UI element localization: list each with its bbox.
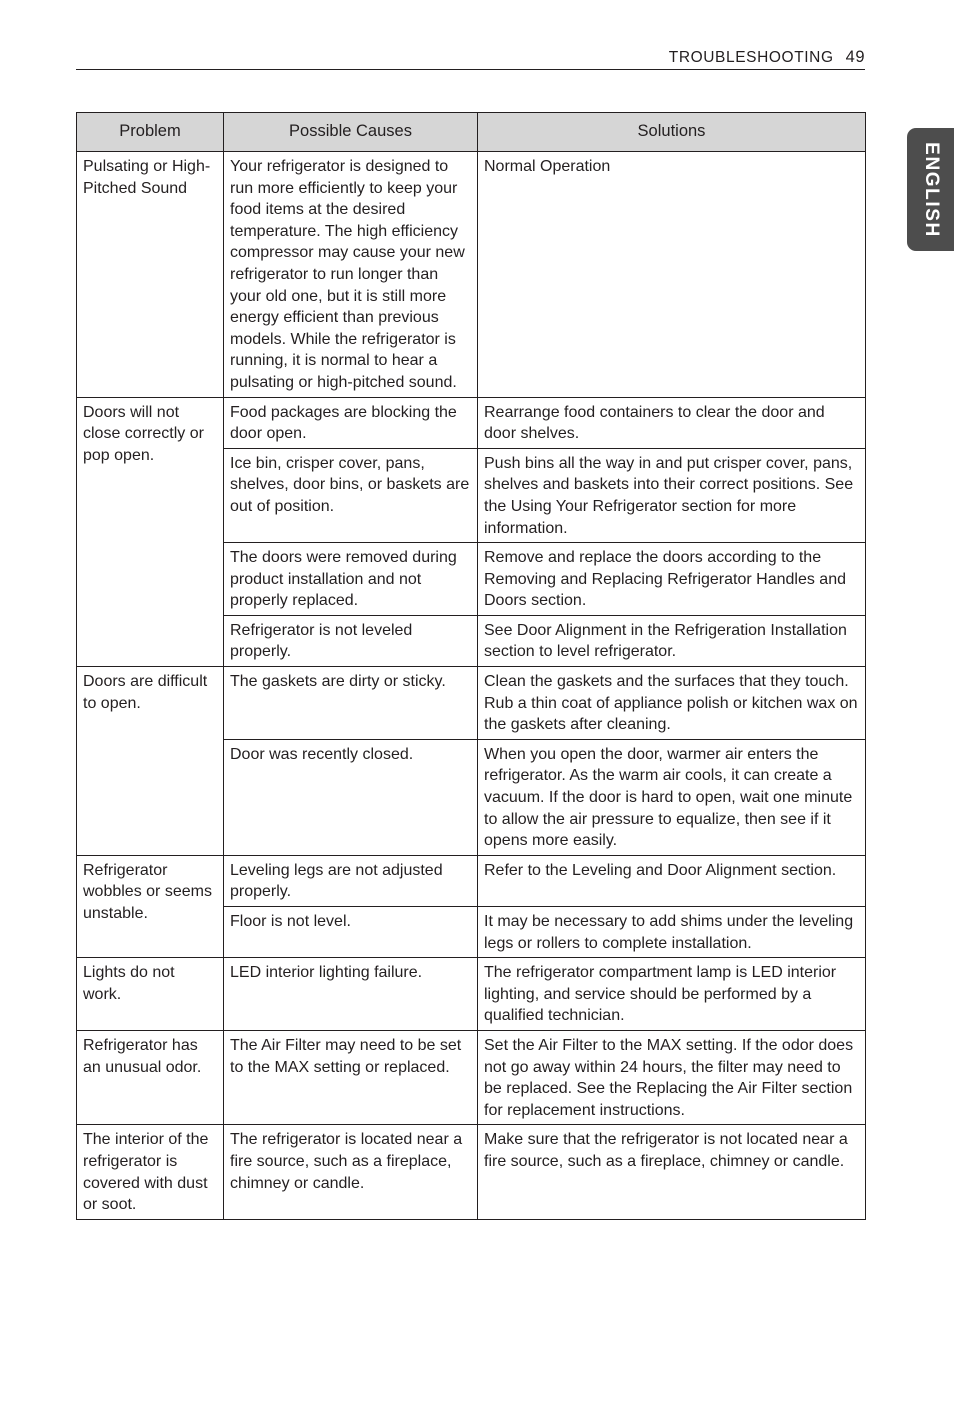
problem-cell: The interior of the refrigerator is covered with dust or soot. [77,1125,224,1219]
page-number: 49 [845,48,865,66]
solution-cell: The refrigerator compartment lamp is LED interior lighting, and service should be performed by a qualified technician. [478,958,866,1031]
page-header [76,48,865,70]
language-tab [907,128,954,251]
solution-cell: When you open the door, warmer air enters the refrigerator. As the warm air cools, it can create a vacuum. If the door is hard to open, wait one minute to allow the air pressure to equalize, then see if it opens more easily. [478,739,866,855]
table-row [77,667,866,740]
problem-cell: Refrigerator has an unusual odor. [77,1030,224,1124]
table-row [77,958,866,1031]
problem-cell: Refrigerator wobbles or seems unstable. [77,855,224,957]
cause-cell: The refrigerator is located near a fire source, such as a fireplace, chimney or candle. [224,1125,478,1219]
cause-cell: Floor is not level. [224,907,478,958]
cause-cell: Door was recently closed. [224,739,478,855]
table-header-row [77,113,866,152]
table-row [77,152,866,398]
cause-cell: LED interior lighting failure. [224,958,478,1031]
solution-cell: Normal Operation [478,152,866,398]
cause-cell: The doors were removed during product installation and not properly replaced. [224,543,478,616]
column-header-causes: Possible Causes [224,113,478,152]
cause-cell: Refrigerator is not leveled properly. [224,615,478,666]
language-tab-label: ENGLISH [920,141,942,238]
table-row [77,1030,866,1124]
problem-cell: Doors will not close correctly or pop open. [77,397,224,667]
column-header-solutions: Solutions [478,113,866,152]
troubleshooting-table [76,112,866,1220]
solution-cell: Clean the gaskets and the surfaces that they touch. Rub a thin coat of appliance polish or kitchen wax on the gaskets after cleaning. [478,667,866,740]
solution-cell: Push bins all the way in and put crisper cover, pans, shelves and baskets into their correct positions. See the Using Your Refrigerator section for more information. [478,448,866,542]
solution-cell: It may be necessary to add shims under the leveling legs or rollers to complete installation. [478,907,866,958]
problem-cell: Lights do not work. [77,958,224,1031]
solution-cell: Set the Air Filter to the MAX setting. If the odor does not go away within 24 hours, the filter may need to be replaced. See the Replacing the Air Filter section for replacement instructions. [478,1030,866,1124]
solution-cell: Make sure that the refrigerator is not located near a fire source, such as a fireplace, chimney or candle. [478,1125,866,1219]
cause-cell: Food packages are blocking the door open. [224,397,478,448]
cause-cell: Leveling legs are not adjusted properly. [224,855,478,906]
problem-cell: Doors are difficult to open. [77,667,224,856]
solution-cell: Refer to the Leveling and Door Alignment section. [478,855,866,906]
section-title: TROUBLESHOOTING [668,49,834,66]
cause-cell: The gaskets are dirty or sticky. [224,667,478,740]
solution-cell: See Door Alignment in the Refrigeration Installation section to level refrigerator. [478,615,866,666]
table-row [77,855,866,906]
table-row [77,397,866,448]
solution-cell: Rearrange food containers to clear the door and door shelves. [478,397,866,448]
table-row [77,1125,866,1219]
problem-cell: Pulsating or High-Pitched Sound [77,152,224,398]
cause-cell: Ice bin, crisper cover, pans, shelves, door bins, or baskets are out of position. [224,448,478,542]
cause-cell: Your refrigerator is designed to run more efficiently to keep your food items at the desired temperature. The high efficiency compressor may cause your new refrigerator to run longer than your old one, but it is still more energy efficient than previous models. While the refrigerator is running, it is normal to hear a pulsating or high-pitched sound. [224,152,478,398]
solution-cell: Remove and replace the doors according to the Removing and Replacing Refrigerator Handles and Doors section. [478,543,866,616]
cause-cell: The Air Filter may need to be set to the MAX setting or replaced. [224,1030,478,1124]
column-header-problem: Problem [77,113,224,152]
